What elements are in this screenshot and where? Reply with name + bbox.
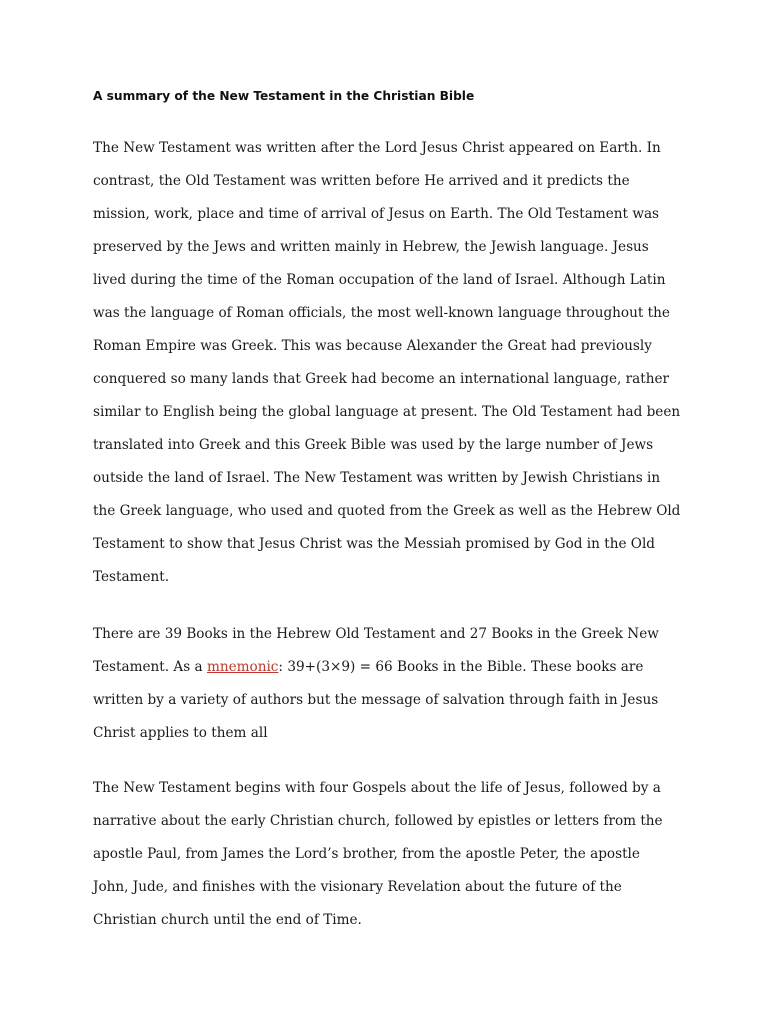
paragraph-line: Roman Empire was Greek. This was because Alexander the Great had previously <box>93 338 652 354</box>
paragraph-intro <box>93 132 693 594</box>
paragraph-line: similar to English being the global language at present. The Old Testament had been <box>93 404 681 420</box>
paragraph-line: mission, work, place and time of arrival of Jesus on Earth. The Old Testament was <box>93 206 660 222</box>
paragraph-line: outside the land of Israel. The New Testament was written by Jewish Christians in <box>93 470 661 486</box>
paragraph-line: contrast, the Old Testament was written before He arrived and it predicts the <box>93 173 630 189</box>
paragraph-line: the Greek language, who used and quoted from the Greek as well as the Hebrew Old <box>93 503 681 519</box>
paragraph-line: Christ applies to them all <box>93 725 268 741</box>
paragraph-line: was the language of Roman officials, the most well-known language throughout the <box>93 305 670 321</box>
paragraph-line: apostle Paul, from James the Lord’s brother, from the apostle Peter, the apostle <box>93 846 640 862</box>
paragraph-line: Christian church until the end of Time. <box>93 912 362 928</box>
paragraph-line: conquered so many lands that Greek had become an international language, rather <box>93 371 670 387</box>
paragraph-line: Testament. <box>93 569 170 585</box>
paragraph-line: written by a variety of authors but the message of salvation through faith in Jesus <box>93 692 659 708</box>
text-after-link: : 39+(3×9) = 66 Books in the Bible. These books are <box>278 659 644 675</box>
paragraph-line: The New Testament begins with four Gospels about the life of Jesus, followed by a <box>93 780 661 796</box>
paragraph-line: The New Testament was written after the Lord Jesus Christ appeared on Earth. In <box>93 140 661 156</box>
paragraph-line: There are 39 Books in the Hebrew Old Testament and 27 Books in the Greek New <box>93 626 659 642</box>
paragraph-line: preserved by the Jews and written mainly in Hebrew, the Jewish language. Jesus <box>93 239 649 255</box>
paragraph-line: narrative about the early Christian church, followed by epistles or letters from the <box>93 813 663 829</box>
paragraph-line: John, Jude, and finishes with the visionary Revelation about the future of the <box>93 879 622 895</box>
document-title: A summary of the New Testament in the Christian Bible <box>93 89 475 103</box>
paragraph-line: translated into Greek and this Greek Bible was used by the large number of Jews <box>93 437 654 453</box>
mnemonic-link[interactable]: mnemonic <box>206 659 279 675</box>
text-before-link: Testament. As a <box>93 659 207 675</box>
paragraph-structure <box>93 772 693 937</box>
paragraph-line: lived during the time of the Roman occupation of the land of Israel. Although Latin <box>93 272 666 288</box>
paragraph-book-count <box>93 618 693 750</box>
paragraph-line: Testament to show that Jesus Christ was the Messiah promised by God in the Old <box>93 536 656 552</box>
paragraph-line-with-link <box>93 651 693 684</box>
